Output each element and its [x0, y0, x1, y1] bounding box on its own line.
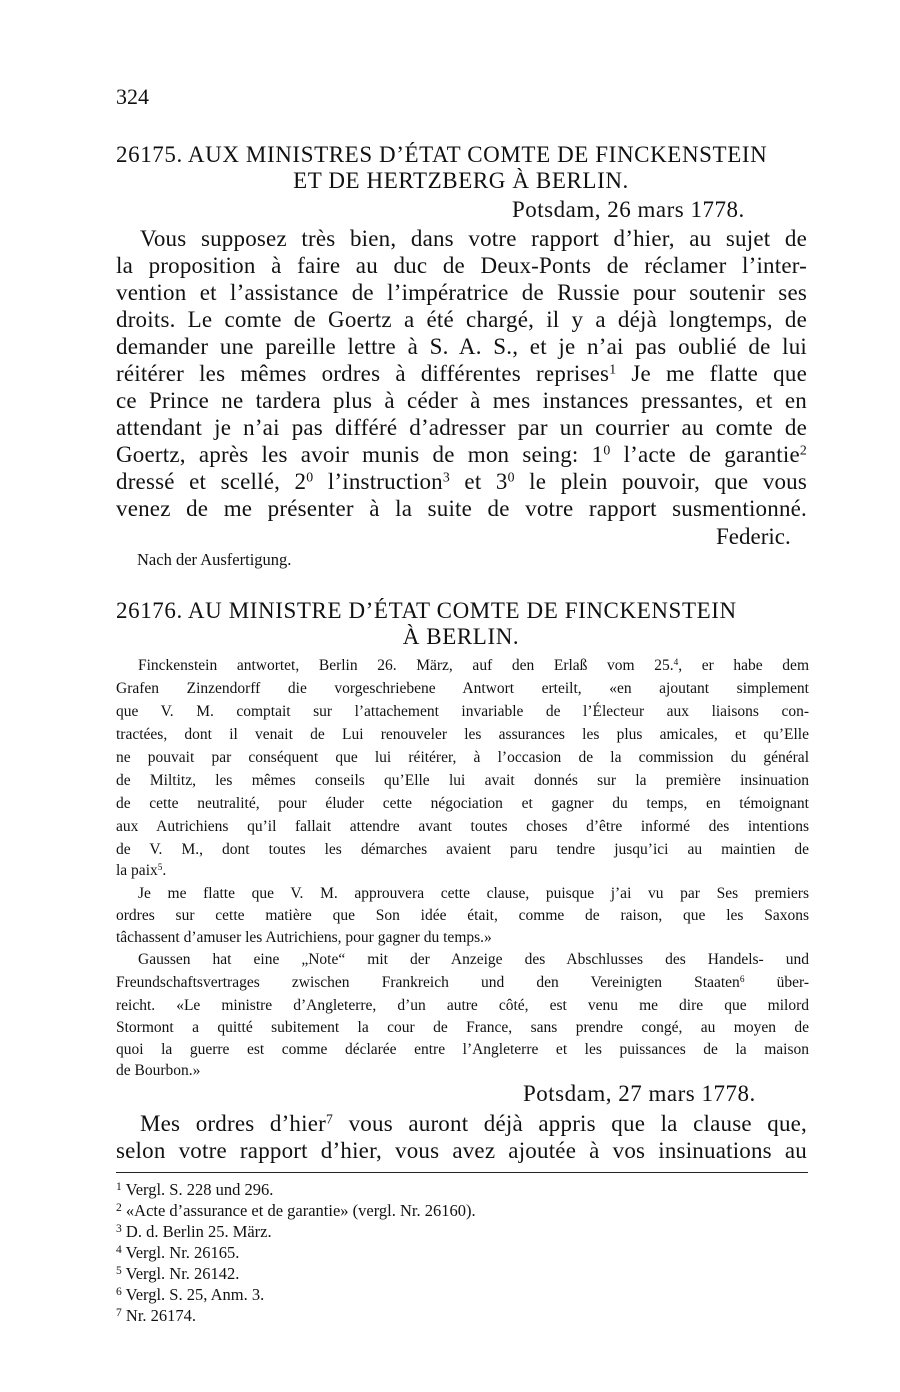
doc1-line-1: Vous supposez très bien, dans votre rapport d’hier, au sujet de [140, 226, 807, 251]
doc2-summary-line-2: Grafen Zinzendorff die vorgeschriebene Antwort erteilt, «en ajoutant simplement [116, 680, 809, 697]
doc1-line-10 [116, 469, 807, 495]
doc2-summary-line-1-tail: , er habe dem [678, 657, 809, 674]
footnote-ref-4: 4 [673, 657, 679, 668]
doc2-summary-line-10 [116, 862, 809, 880]
footnote-5 [116, 1264, 239, 1284]
footnote-number: 5 [116, 1264, 122, 1277]
footnote-text: D. d. Berlin 25. März. [125, 1222, 272, 1241]
doc2-summary-line-14: Gaussen hat eine „Note“ mit der Anzeige des Abschlusses des Handels- und [138, 951, 809, 968]
doc1-line-9-text: Goertz, après les avoir munis de mon seing: 1 [116, 442, 604, 467]
doc1-line-6 [116, 361, 807, 387]
footnote-text: «Acte d’assurance et de garantie» (vergl. Nr. 26160). [125, 1201, 476, 1220]
doc2-summary-line-17: Stormont a quitté subitement la cour de France, sans prendre congé, au moyen de [116, 1019, 809, 1036]
doc2-summary-line-1-text: Finckenstein antwortet, Berlin 26. März, auf den Erlaß vom 25. [138, 657, 674, 674]
doc2-heading-line2: À BERLIN. [402, 624, 520, 649]
doc1-source-note: Nach der Ausfertigung. [137, 550, 292, 569]
doc2-line-1-text: Mes ordres d’hier [140, 1111, 326, 1136]
doc1-heading-line1: 26175. AUX MINISTRES D’ÉTAT COMTE DE FINCKENSTEIN [116, 142, 768, 167]
doc1-line-9-mid: l’acte de garantie [610, 442, 800, 467]
doc1-heading-line2: ET DE HERTZBERG À BERLIN. [293, 168, 629, 193]
footnote-ref-5: 5 [157, 862, 163, 873]
footnote-ref-3: 3 [442, 469, 450, 485]
doc1-line-9 [116, 442, 807, 468]
footnote-ref-6: 6 [739, 974, 745, 985]
footnote-7 [116, 1306, 196, 1326]
footnote-3 [116, 1222, 272, 1242]
doc2-summary-line-16: reicht. «Le ministre d’Angleterre, d’un autre côté, est venu me dire que milord [116, 997, 809, 1014]
doc2-summary-line-1 [116, 657, 809, 675]
footnote-number: 1 [116, 1180, 122, 1193]
doc1-line-10-a: l’instruction [313, 469, 443, 494]
doc2-summary-line-15-tail: über- [744, 974, 809, 991]
doc2-summary-line-12: ordres sur cette matière que Son idée était, comme de raison, que les Saxons [116, 907, 809, 924]
footnote-6 [116, 1285, 264, 1305]
doc2-summary-line-10-text: la paix [116, 862, 158, 879]
footnote-number: 4 [116, 1243, 122, 1256]
footnote-ref-2: 2 [799, 442, 807, 458]
degree-mark: 0 [603, 442, 611, 458]
footnote-text: Vergl. S. 25, Anm. 3. [125, 1285, 265, 1304]
doc2-line-2: selon votre rapport d’hier, vous avez ajoutée à vos insinuations au [116, 1138, 807, 1163]
doc2-summary-line-11: Je me flatte que V. M. approuvera cette clause, puisque j’ai vu par Ses premiers [138, 885, 809, 902]
doc2-place-date: Potsdam, 27 mars 1778. [523, 1081, 756, 1106]
degree-mark: 0 [306, 469, 314, 485]
doc1-line-2: la proposition à faire au duc de Deux-Ponts de réclamer l’inter- [116, 253, 807, 278]
doc2-summary-line-9: de V. M., dont toutes les démarches avaient paru tendre jusqu’ici au maintien de [116, 841, 809, 858]
footnote-text: Vergl. S. 228 und 296. [125, 1180, 274, 1199]
doc1-place-date: Potsdam, 26 mars 1778. [512, 197, 745, 222]
doc2-summary-line-8: aux Autrichiens qu’il fallait attendre avant toutes choses d’être informé des intentions [116, 818, 809, 835]
doc2-heading-line1: 26176. AU MINISTRE D’ÉTAT COMTE DE FINCKENSTEIN [116, 598, 737, 623]
doc2-summary-line-7: de cette neutralité, pour éluder cette négociation et gagner du temps, en témoignant [116, 795, 809, 812]
footnote-number: 3 [116, 1222, 122, 1235]
doc2-summary-line-15-text: Freundschaftsvertrages zwischen Frankreich und den Vereinigten Staaten [116, 974, 740, 991]
doc1-line-7: ce Prince ne tardera plus à céder à mes instances pressantes, et en [116, 388, 807, 413]
doc1-line-5: demander une pareille lettre à S. A. S., et je n’ai pas oublié de lui [116, 334, 807, 359]
degree-mark: 0 [507, 469, 515, 485]
footnote-text: Nr. 26174. [125, 1306, 197, 1325]
footnote-2 [116, 1201, 476, 1221]
footnote-number: 7 [116, 1306, 122, 1319]
doc2-line-1 [116, 1111, 807, 1137]
doc1-line-6-tail: Je me flatte que [616, 361, 807, 386]
doc1-line-3: vention et l’assistance de l’impératrice de Russie pour soutenir ses [116, 280, 807, 305]
footnote-number: 6 [116, 1285, 122, 1298]
doc2-summary-line-6: de Miltitz, les mêmes conseils qu’Elle lui avait donnés sur la première insinuation [116, 772, 809, 789]
doc1-line-10-b: et 3 [449, 469, 508, 494]
doc2-summary-line-13: tâchassent d’amuser les Autrichiens, pour gagner du temps.» [116, 929, 492, 946]
doc2-summary-line-15 [116, 974, 809, 992]
footnote-text: Vergl. Nr. 26165. [125, 1243, 240, 1262]
page-number: 324 [116, 84, 149, 109]
doc1-line-11: venez de me présenter à la suite de votre rapport susmentionné. [116, 496, 807, 521]
footnote-1 [116, 1180, 273, 1200]
footnote-4 [116, 1243, 239, 1263]
doc1-line-6-text: réitérer les mêmes ordres à différentes reprises [116, 361, 610, 386]
footnote-number: 2 [116, 1201, 122, 1214]
footnote-ref-7: 7 [326, 1111, 334, 1127]
doc1-line-10-text: dressé et scellé, 2 [116, 469, 307, 494]
doc2-summary-line-10-tail: . [162, 862, 167, 879]
doc2-summary-line-5: ne pouvait par conséquent que lui réitérer, à l’occasion de la commission du général [116, 749, 809, 766]
doc2-summary-line-4: tractées, dont il venait de Lui renouveler les assurances les plus amicales, et qu’Elle [116, 726, 809, 743]
doc2-line-1-tail: vous auront déjà appris que la clause que, [333, 1111, 808, 1136]
doc2-summary-line-19: de Bourbon.» [116, 1062, 201, 1079]
doc1-line-10-c: le plein pouvoir, que vous [514, 469, 807, 494]
doc2-summary-line-18: quoi la guerre est comme déclarée entre l’Angleterre et les puissances de la maison [116, 1041, 809, 1058]
doc1-line-4: droits. Le comte de Goertz a été chargé, il y a déjà longtemps, de [116, 307, 807, 332]
footnote-divider [116, 1172, 808, 1173]
doc1-signature: Federic. [716, 524, 791, 549]
doc1-line-8: attendant je n’ai pas différé d’adresser par un courrier au comte de [116, 415, 807, 440]
footnote-text: Vergl. Nr. 26142. [125, 1264, 240, 1283]
doc2-summary-line-3: que V. M. comptait sur l’attachement invariable de l’Électeur aux liaisons con- [116, 703, 809, 720]
footnote-ref-1: 1 [609, 361, 617, 377]
